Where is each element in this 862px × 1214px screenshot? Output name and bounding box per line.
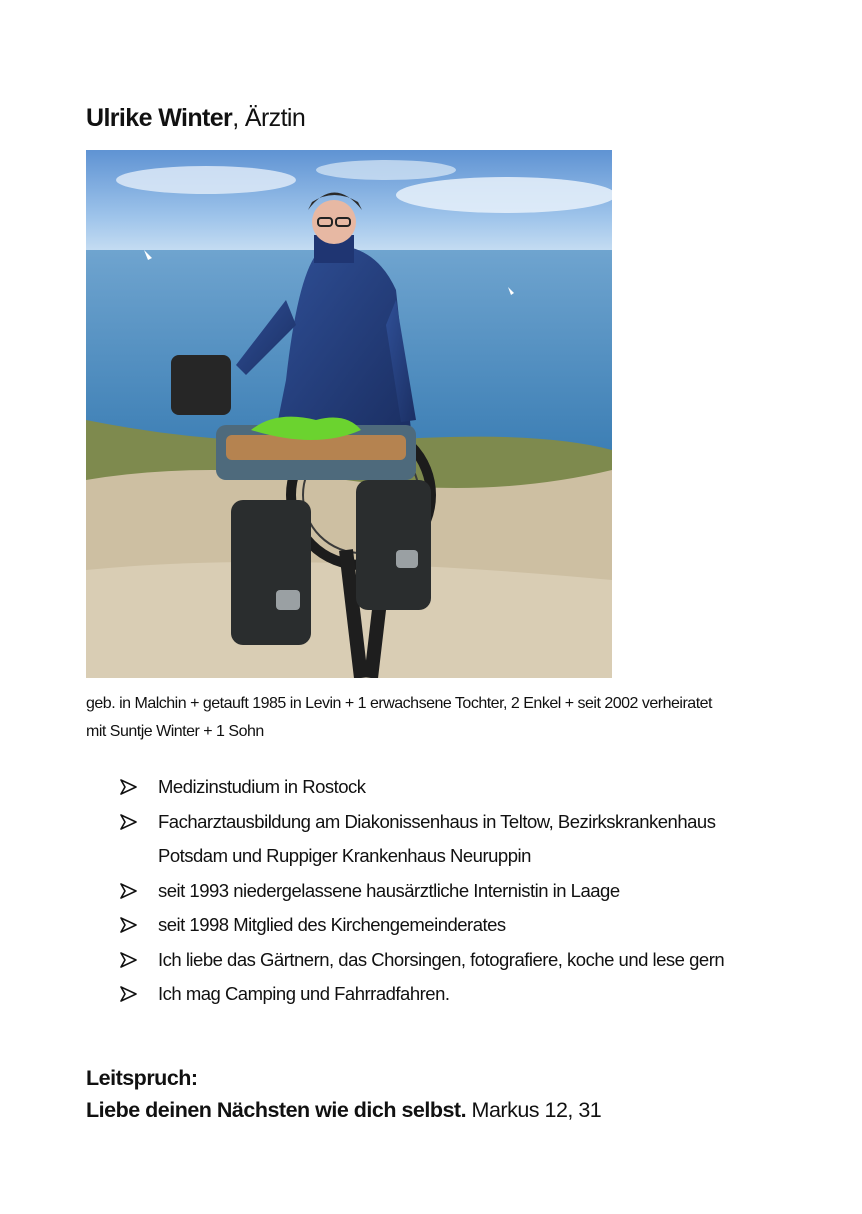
list-item	[120, 908, 770, 943]
bio-line: geb. in Malchin + getauft 1985 in Levin + 1 erwachsene Tochter, 2 Enkel + seit 2002 verheiratet	[86, 695, 712, 712]
page-title	[86, 100, 305, 136]
list-item	[120, 874, 770, 909]
portrait-photo	[86, 150, 612, 678]
motto-reference: Markus 12, 31	[466, 1098, 602, 1122]
bio-line: mit Suntje Winter + 1 Sohn	[86, 723, 264, 740]
list-item	[120, 977, 770, 1012]
person-role: , Ärztin	[232, 104, 306, 132]
list-item-text: Medizinstudium in Rostock	[158, 776, 366, 797]
arrow-bullet-icon	[120, 908, 138, 942]
list-item-text: Ich liebe das Gärtnern, das Chorsingen, fotografiere, koche und lese gern	[158, 948, 725, 970]
list-item	[120, 943, 770, 978]
motto-section	[86, 1062, 601, 1126]
list-item-text: seit 1998 Mitglied des Kirchengemeinderates	[158, 914, 506, 935]
arrow-bullet-icon	[120, 805, 138, 839]
facts-list	[120, 770, 770, 1012]
motto-label: Leitspruch:	[86, 1066, 198, 1090]
list-item-text: Potsdam und Ruppiger Krankenhaus Neuruppin	[158, 845, 531, 866]
arrow-bullet-icon	[120, 874, 138, 908]
portrait-photo-icon	[86, 150, 612, 678]
list-item	[120, 805, 770, 874]
bio-text	[86, 690, 786, 746]
person-name: Ulrike Winter	[86, 104, 233, 132]
arrow-bullet-icon	[120, 977, 138, 1011]
list-item-text: seit 1993 niedergelassene hausärztliche Internistin in Laage	[158, 879, 620, 901]
arrow-bullet-icon	[120, 943, 138, 977]
arrow-bullet-icon	[120, 770, 138, 804]
list-item-text: Ich mag Camping und Fahrradfahren.	[158, 983, 450, 1004]
motto-quote: Liebe deinen Nächsten wie dich selbst.	[86, 1098, 467, 1122]
list-item	[120, 770, 770, 805]
list-item-text: Facharztausbildung am Diakonissenhaus in Teltow, Bezirkskrankenhaus	[158, 810, 716, 832]
